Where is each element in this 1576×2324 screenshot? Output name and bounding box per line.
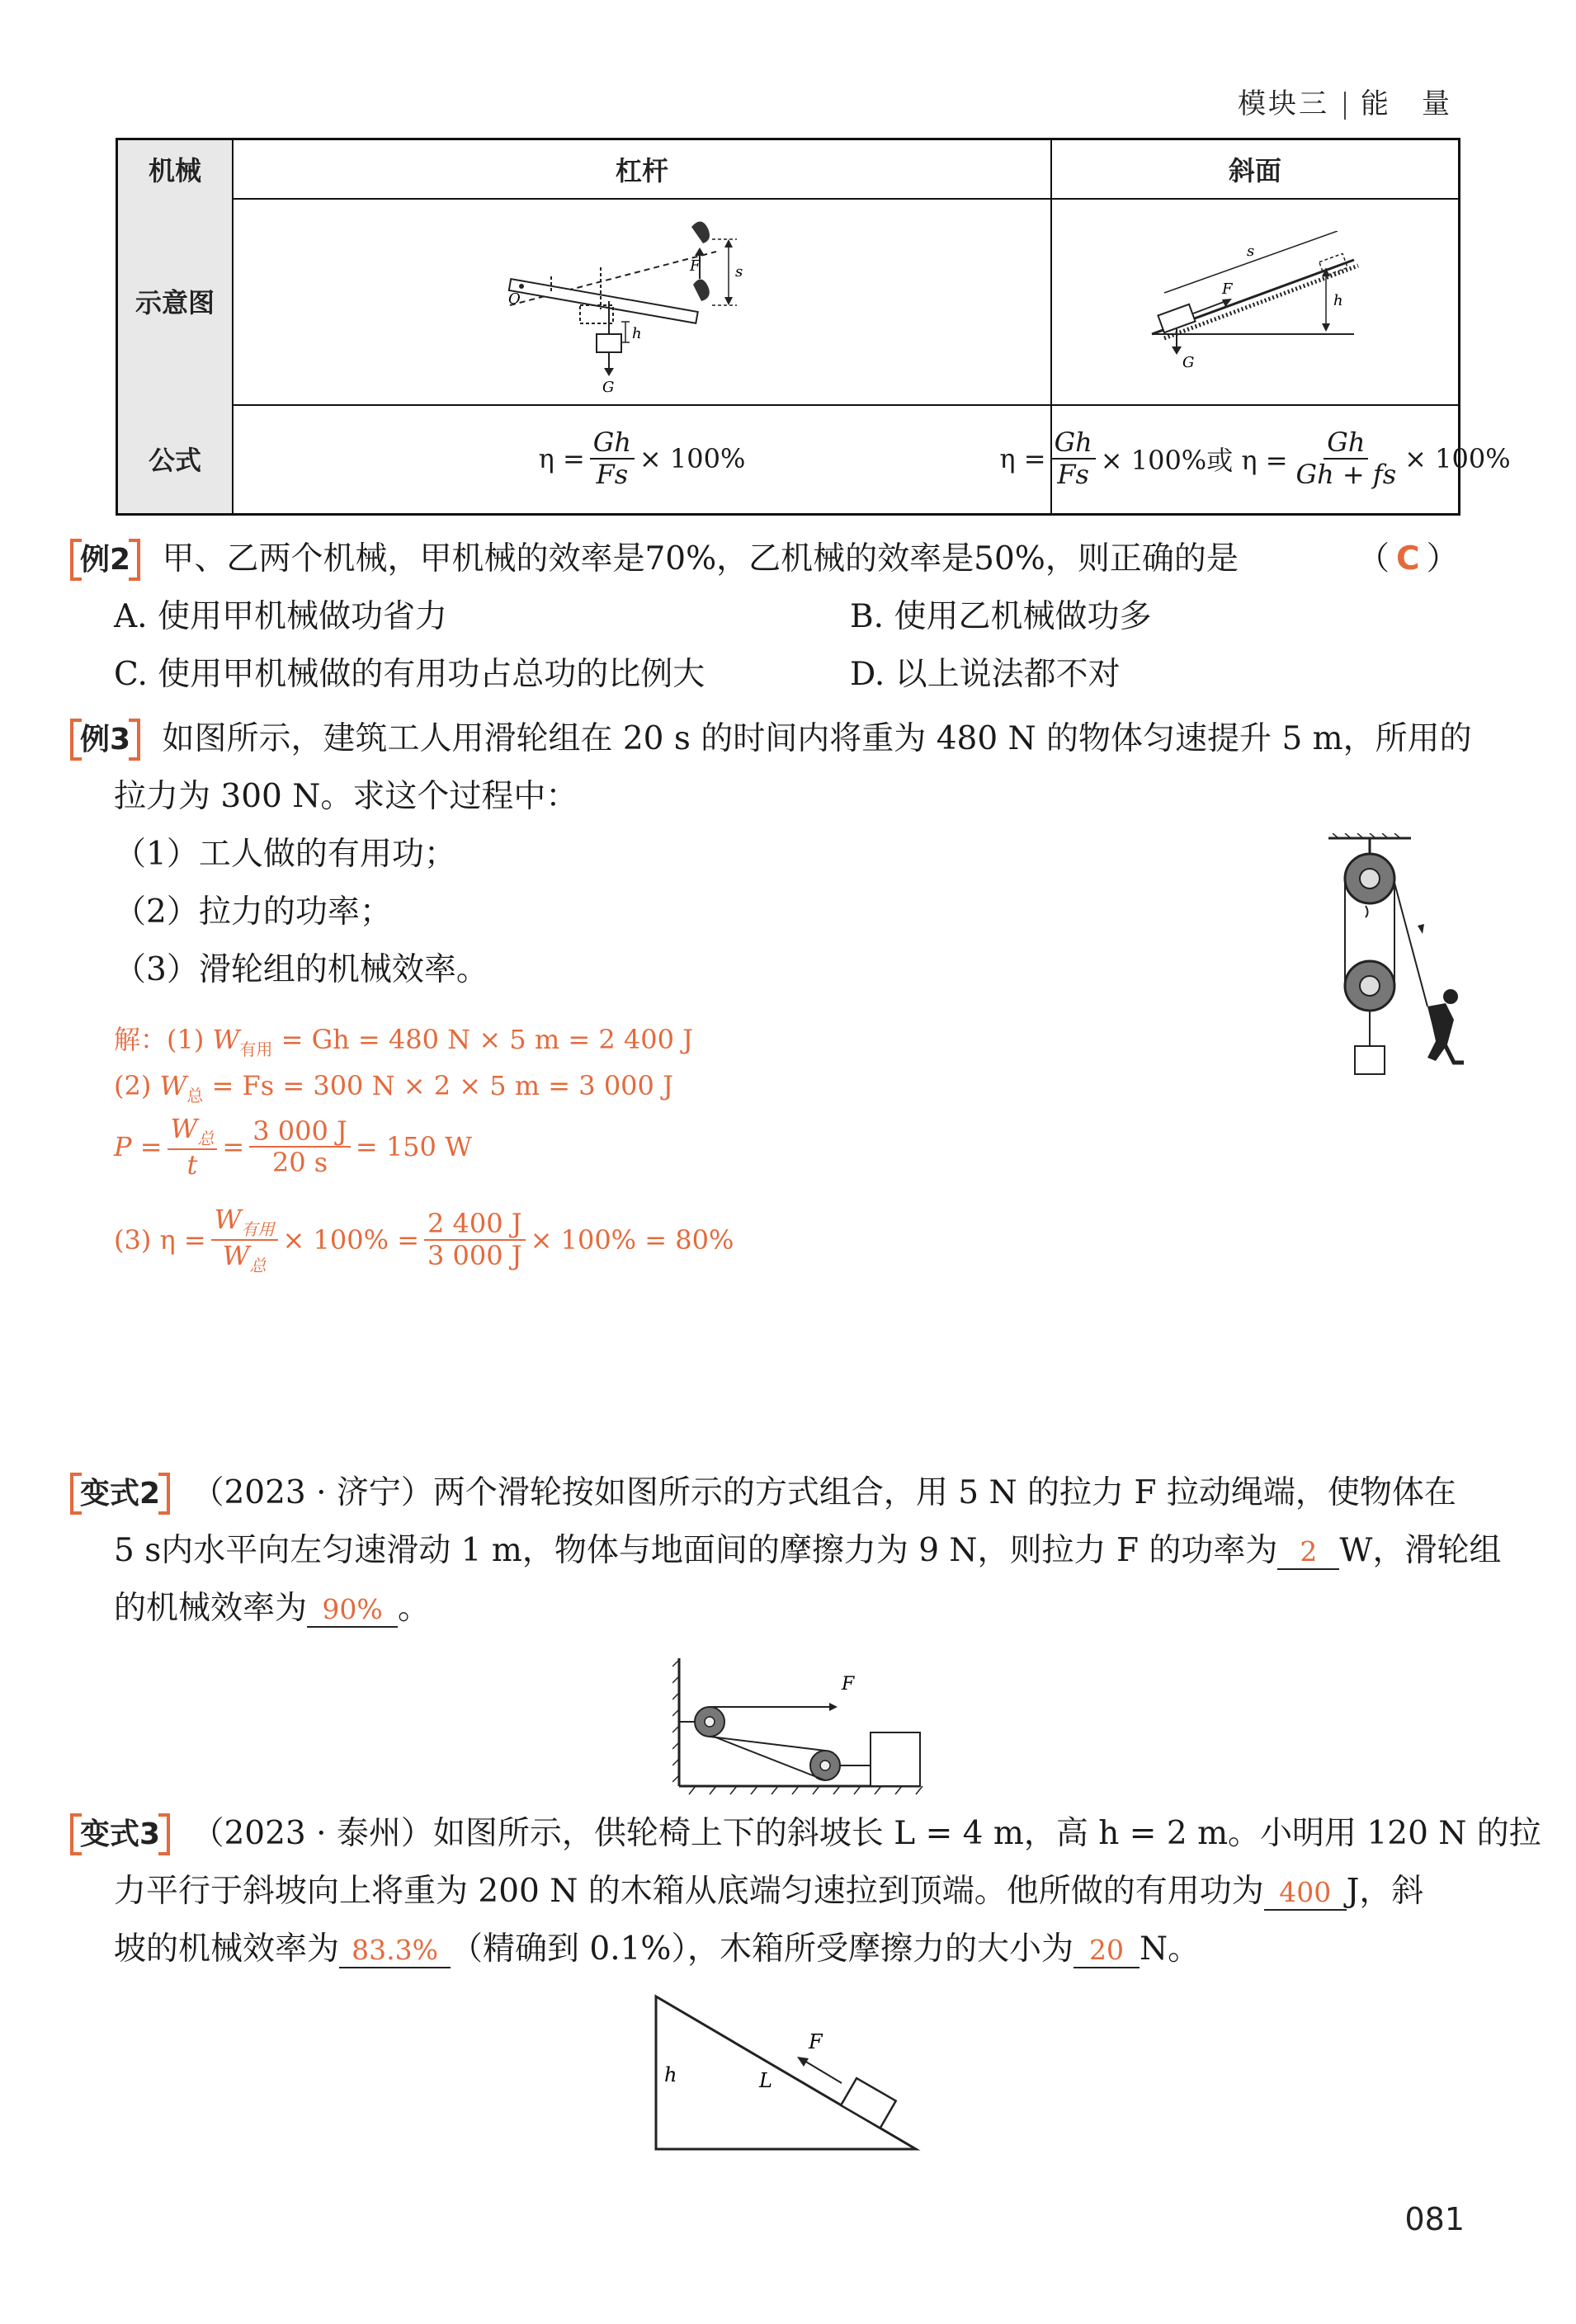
variant2-text-2a: 5 s内水平向左匀速滑动 1 m，物体与地面间的摩擦力为 9 N，则拉力 F 的功率为: [114, 1532, 1278, 1569]
variant3-line3: [114, 1930, 1200, 1969]
example3-tag: 例3: [70, 722, 140, 757]
step4-num2: 2 400 J: [424, 1209, 526, 1241]
lever-force-label: F: [690, 257, 701, 275]
step3-num2: 3 000 J: [249, 1116, 351, 1148]
incline-formula-lhs: η =: [999, 443, 1046, 474]
table-header-row: [118, 140, 1458, 200]
paren-open: （: [1357, 540, 1390, 577]
lever-diagram: [502, 206, 782, 396]
variant3-text-3a: 坡的机械效率为: [114, 1930, 340, 1968]
step3-fraction-1: [168, 1114, 218, 1181]
page-number: 081: [1404, 2201, 1465, 2237]
lever-formula-lhs: η =: [538, 443, 585, 474]
variant3-height-label: h: [664, 2063, 677, 2086]
comparison-table: [116, 138, 1511, 516]
table-diagram-row: [118, 198, 1458, 406]
example2-text: 甲、乙两个机械，甲机械的效率是70%，乙机械的效率是50%，则正确的是: [162, 540, 1239, 577]
variant3-text-3c: N。: [1140, 1930, 1201, 1968]
table-formula-row: [118, 404, 1511, 513]
pulley-system-figure: [1320, 833, 1469, 1089]
lever-formula-rhs: × 100%: [639, 443, 746, 474]
incline-formula-mid: × 100%或 η =: [1100, 445, 1288, 476]
variant2-blank-efficiency: 90%: [307, 1593, 398, 1628]
page-header: [1238, 81, 1452, 121]
step4-den-sub: 总: [249, 1256, 267, 1275]
lever-denominator: Fs: [596, 459, 629, 490]
example2-tag: 例2: [70, 542, 140, 577]
incline-diagram: [1131, 231, 1379, 371]
step4-fraction-1: [211, 1204, 278, 1275]
variant2-text-3b: 。: [398, 1590, 431, 1627]
variant3-force-label: F: [809, 2030, 823, 2053]
variant3-line1: [70, 1815, 1541, 1854]
example2-question: [70, 540, 1239, 579]
example3-line2: 拉力为 300 N。求这个过程中：: [114, 778, 578, 815]
lever-formula: [234, 404, 1052, 513]
step3-rhs: = 150 W: [355, 1131, 472, 1163]
example2-answer-paren: [1357, 540, 1459, 579]
step4-den-w: W: [222, 1240, 250, 1271]
incline-numerator-2: Gh: [1324, 427, 1368, 460]
example3-text-1: 如图所示，建筑工人用滑轮组在 20 s 的时间内将重为 480 N 的物体匀速提升 5 m，所用的: [162, 720, 1472, 757]
step1-sub: 有用: [239, 1039, 273, 1059]
step3-num-w: W: [170, 1113, 198, 1144]
incline-diagram-cell: [1052, 198, 1458, 404]
variant3-blank-useful-work: 400: [1264, 1876, 1347, 1911]
step3-fraction-2: [249, 1116, 351, 1179]
step3-lhs: P =: [114, 1131, 163, 1163]
header-incline: 斜面: [1228, 155, 1281, 186]
paren-close: ）: [1426, 540, 1459, 577]
variant2-text-1: （2023 · 济宁）两个滑轮按如图所示的方式组合，用 5 N 的拉力 F 拉动绳端，使物体在: [191, 1474, 1456, 1511]
variant3-line2: [114, 1873, 1423, 1912]
option-d: D. 以上说法都不对: [850, 656, 1121, 693]
formula-row-label: 公式: [118, 404, 234, 513]
lever-numerator: Gh: [590, 427, 635, 460]
example3-q1: （1）工人做的有用功；: [114, 836, 456, 873]
variant2-pulley-figure: [672, 1650, 928, 1798]
variant3-incline-figure: [652, 1992, 924, 2157]
solution-step4: [114, 1204, 734, 1275]
module-label: 模块三: [1238, 87, 1329, 120]
variant2-line3: [114, 1590, 430, 1629]
incline-fraction-2: [1293, 427, 1400, 490]
incline-formula: [999, 404, 1511, 513]
step1-rest: = Gh = 480 N × 5 m = 2 400 J: [272, 1024, 693, 1055]
variant3-tag: 变式3: [70, 1817, 170, 1852]
step1-prefix: 解：(1): [114, 1024, 213, 1055]
incline-fraction-1: [1051, 427, 1096, 490]
step2-sub: 总: [186, 1086, 204, 1105]
step4-lhs: (3) η =: [114, 1224, 206, 1256]
step4-num-w: W: [214, 1204, 242, 1235]
incline-weight-label: G: [1182, 354, 1195, 371]
variant3-blank-friction: 20: [1073, 1934, 1140, 1968]
incline-formula-rhs: × 100%: [1404, 443, 1511, 474]
step4-den2: 3 000 J: [427, 1240, 522, 1271]
header-lever: 杠杆: [234, 140, 1052, 198]
incline-numerator-1: Gh: [1051, 427, 1096, 460]
step3-num-sub: 总: [197, 1129, 215, 1148]
variant3-text-3b: （精确到 0.1%），木箱所受摩擦力的大小为: [451, 1930, 1073, 1968]
option-a: A. 使用甲机械做功省力: [114, 598, 447, 635]
diagram-row-label: 示意图: [118, 198, 234, 404]
step3-den: t: [186, 1149, 198, 1181]
variant2-tag: 变式2: [70, 1476, 170, 1511]
variant2-line2: [114, 1532, 1502, 1571]
variant3-blank-efficiency: 83.3%: [339, 1934, 451, 1968]
variant2-force-label: F: [842, 1674, 855, 1695]
variant2-blank-power: 2: [1277, 1535, 1339, 1570]
example3-line1: [70, 720, 1472, 759]
step3-eq: =: [222, 1131, 245, 1163]
variant2-line1: [70, 1474, 1456, 1513]
example2-answer: C: [1396, 540, 1420, 577]
lever-pivot-label: O: [508, 290, 521, 308]
incline-height-label: h: [1333, 292, 1343, 309]
step4-rhs: × 100% = 80%: [530, 1224, 734, 1256]
solution-step3: [114, 1114, 472, 1181]
example3-q3: （3）滑轮组的机械效率。: [114, 951, 488, 988]
variant3-text-2b: J，斜: [1346, 1873, 1424, 1910]
option-c: C. 使用甲机械做的有用功占总功的比例大: [114, 656, 705, 693]
solution-step2: [114, 1070, 673, 1106]
variant3-text-1: （2023 · 泰州）如图所示，供轮椅上下的斜坡长 L = 4 m，高 h = 2 m。小明用 120 N 的拉: [191, 1815, 1541, 1852]
variant3-text-2a: 力平行于斜坡向上将重为 200 N 的木箱从底端匀速拉到顶端。他所做的有用功为: [114, 1873, 1264, 1910]
step4-fraction-2: [424, 1209, 526, 1271]
variant3-length-label: L: [759, 2069, 772, 2092]
option-b: B. 使用乙机械做功多: [850, 598, 1152, 635]
step2-w: W: [159, 1070, 187, 1101]
variant2-text-2b: W，滑轮组: [1339, 1532, 1502, 1569]
example3-q2: （2）拉力的功率；: [114, 893, 392, 931]
incline-distance-label: s: [1247, 243, 1255, 260]
step4-mid: × 100% =: [282, 1224, 419, 1256]
topic-label: 能 量: [1361, 87, 1452, 120]
incline-force-label: F: [1222, 280, 1233, 298]
lever-weight-label: G: [602, 379, 615, 396]
lever-diagram-cell: [234, 198, 1052, 404]
solution-step1: [114, 1019, 693, 1060]
lever-height-label: h: [632, 325, 642, 342]
header-machine: 机械: [118, 140, 234, 198]
step3-den2: 20 s: [271, 1147, 328, 1179]
step4-num-sub: 有用: [241, 1219, 275, 1239]
incline-denominator-1: Fs: [1057, 459, 1089, 490]
step2-prefix: (2): [114, 1070, 160, 1101]
step2-rest: = Fs = 300 N × 2 × 5 m = 3 000 J: [203, 1070, 673, 1101]
incline-denominator-2: Gh + fs: [1295, 459, 1397, 490]
variant2-text-3a: 的机械效率为: [114, 1590, 308, 1627]
lever-distance-label: s: [735, 263, 743, 280]
lever-fraction: [590, 427, 635, 490]
header-divider: [1344, 92, 1346, 120]
step1-w: W: [212, 1024, 240, 1055]
